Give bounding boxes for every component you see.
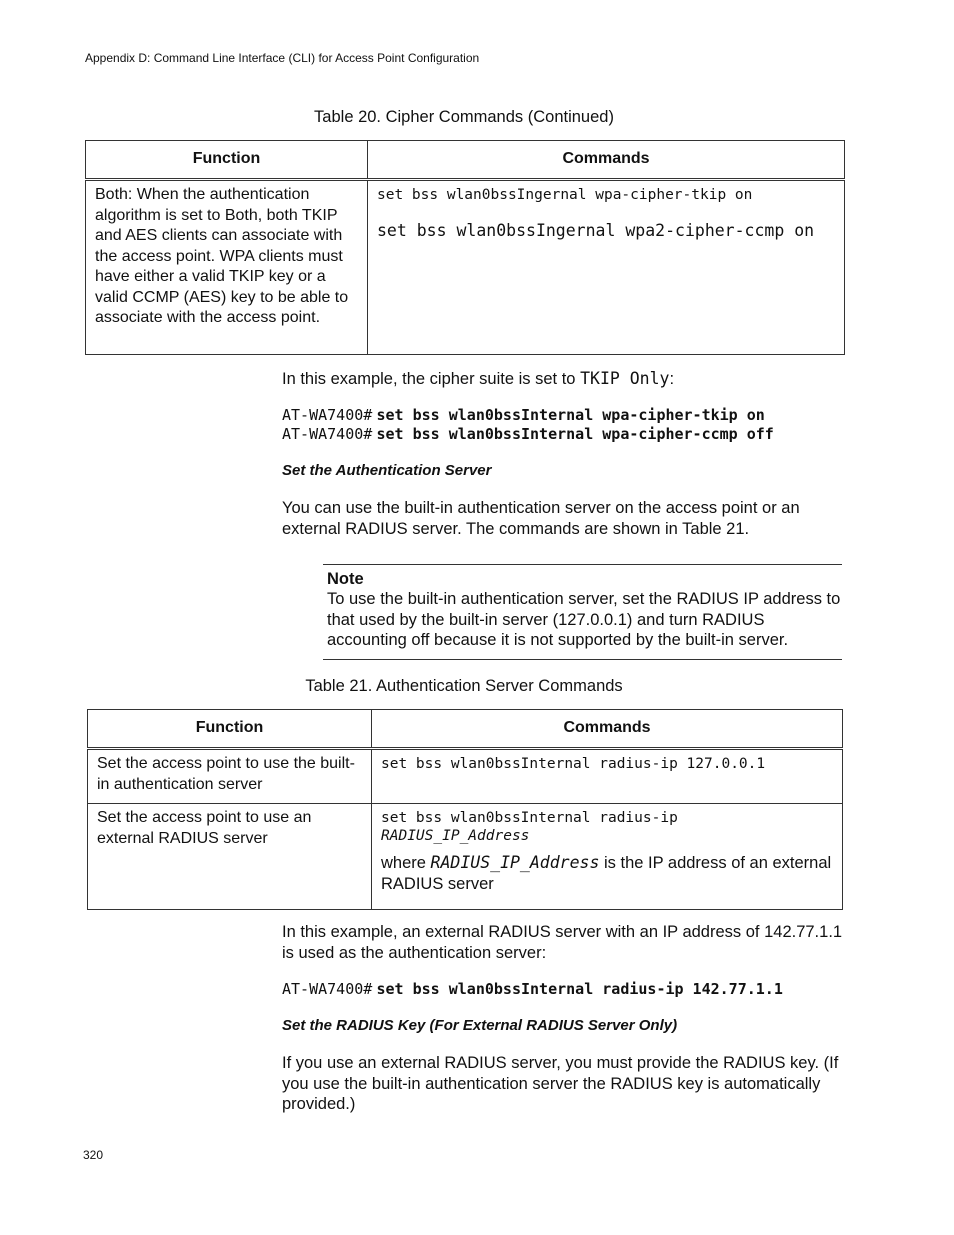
parameter-description <box>381 853 833 894</box>
function-cell: Set the access point to use the built-in authentication server <box>88 749 372 804</box>
note-title: Note <box>327 570 364 588</box>
where-description: is the IP address of an external RADIUS server <box>381 854 832 893</box>
section-body: You can use the built-in authentication server on the access point or an external RADIUS server. The commands are shown in Table 21. <box>282 499 800 538</box>
table-row <box>88 804 843 910</box>
commands-cell <box>368 180 845 355</box>
function-cell: Set the access point to use an external RADIUS server <box>88 804 372 910</box>
table-21 <box>87 709 843 910</box>
command-text: set bss wlan0bssIngernal wpa2-cipher-ccmp on <box>377 221 815 240</box>
example-text: In this example, the cipher suite is set to <box>282 370 581 388</box>
example-intro: In this example, an external RADIUS server with an IP address of 142.77.1.1 is used as the authentication server: <box>282 923 843 962</box>
table-21-caption: Table 21. Authentication Server Commands <box>305 677 623 695</box>
table-header-row <box>86 141 845 180</box>
example-intro <box>282 369 847 390</box>
command-text: set bss wlan0bssIngernal wpa-cipher-tkip on <box>377 187 753 203</box>
table-20-caption: Table 20. Cipher Commands (Continued) <box>314 108 614 126</box>
cli-prompt: AT-WA7400# <box>282 425 373 443</box>
code-line <box>282 980 783 1000</box>
code-line <box>282 406 765 426</box>
command-text: set bss wlan0bssInternal radius-ip <box>381 810 678 826</box>
where-text: where <box>381 854 431 872</box>
table-header-row <box>88 710 843 749</box>
table-row <box>86 180 845 355</box>
page-number: 320 <box>83 1148 104 1162</box>
commands-cell <box>372 749 843 804</box>
running-header: Appendix D: Command Line Interface (CLI) for Access Point Configuration <box>85 51 480 65</box>
command-text: set bss wlan0bssInternal radius-ip 127.0.0.1 <box>381 756 766 772</box>
cli-command: set bss wlan0bssInternal radius-ip 142.77.1.1 <box>376 980 783 998</box>
commands-cell <box>372 804 843 910</box>
column-header-commands: Commands <box>372 710 843 749</box>
cipher-value: TKIP Only <box>580 369 670 388</box>
cli-prompt: AT-WA7400# <box>282 980 373 998</box>
section-body: If you use an external RADIUS server, you must provide the RADIUS key. (If you use the built-in authentication server the RADIUS key is automatically provided.) <box>282 1054 839 1113</box>
cli-prompt: AT-WA7400# <box>282 406 373 424</box>
section-heading: Set the RADIUS Key (For External RADIUS Server Only) <box>282 1017 678 1034</box>
column-header-function: Function <box>88 710 372 749</box>
note-box <box>323 564 842 660</box>
column-header-function: Function <box>86 141 368 180</box>
function-cell: Both: When the authentication algorithm is set to Both, both TKIP and AES clients can associate with the access point. WPA clients must have either a valid TKIP key or a valid CCMP (AES) key to be able to associate with the access point. <box>86 180 368 355</box>
example-text-end: : <box>669 370 675 388</box>
note-body: To use the built-in authentication server, set the RADIUS IP address to that used by the built-in server (127.0.0.1) and turn RADIUS accounting off because it is not supported by the built-in server. <box>327 590 841 649</box>
command-parameter: RADIUS_IP_Address <box>381 828 530 844</box>
table-row <box>88 749 843 804</box>
section-heading: Set the Authentication Server <box>282 462 492 479</box>
parameter-name: RADIUS_IP_Address <box>430 853 600 872</box>
cli-command: set bss wlan0bssInternal wpa-cipher-ccmp off <box>376 425 774 443</box>
cli-command: set bss wlan0bssInternal wpa-cipher-tkip on <box>376 406 765 424</box>
column-header-commands: Commands <box>368 141 845 180</box>
code-line <box>282 425 774 445</box>
table-20 <box>85 140 845 355</box>
